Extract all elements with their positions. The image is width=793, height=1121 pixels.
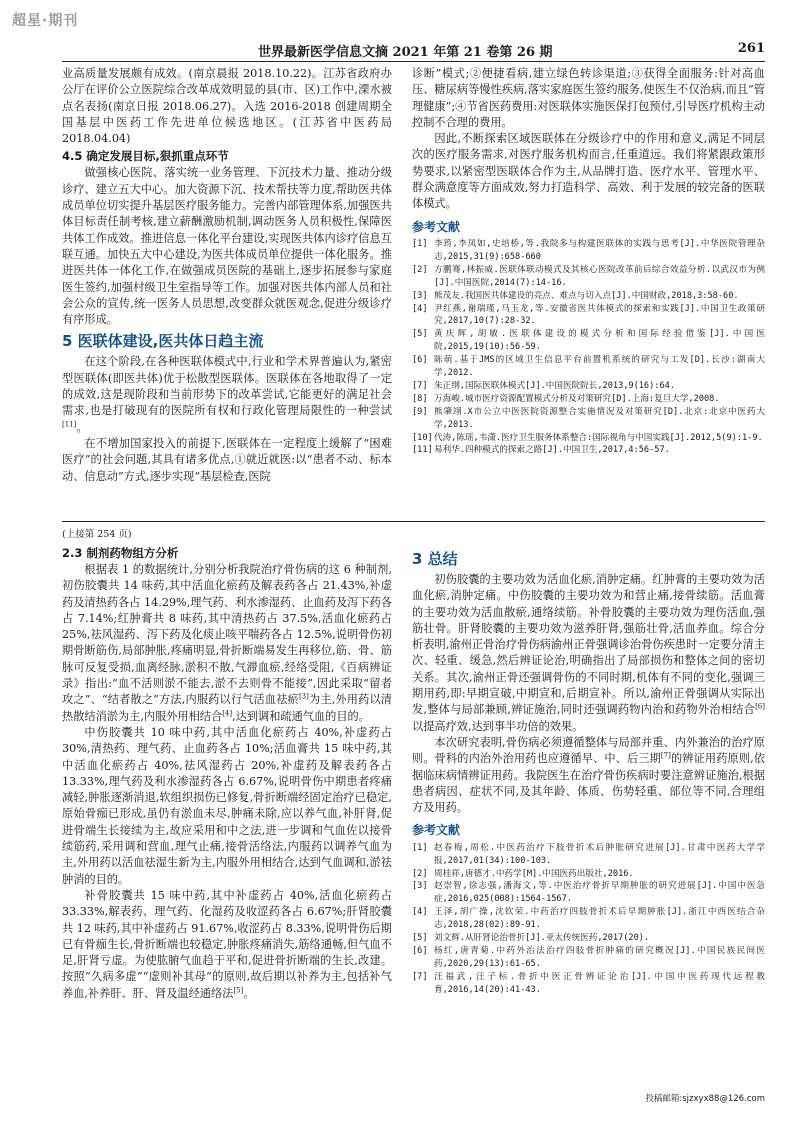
reference-number: [7] (412, 380, 428, 391)
reference-number: [4] (412, 907, 428, 918)
watermark-logo: 超星·期刊 (12, 13, 79, 29)
citation: [7] (660, 751, 671, 760)
paragraph: 中伤胶囊共 10 味中药,其中活血化瘀药占 40%,补虚药占 30%,清热药、理气药、止血药各占 10%;活血膏共 15 味中药,其中活血化瘀药占 40%,祛风湿药占 20%,补虚药及解表药各占 13.33%,理气药及利水渗湿药各占 6.67%,说明骨伤中期患者疼痛减轻,肿胀逐渐消退,软组织损伤已修复,骨折断端经固定治疗已稳定,原始骨痂已形成,虽仍有淤血未尽,肿痛未除,应以养气血,补肝肾,促进骨端生长接续为主,故应采用和中之法,进一步调和气血佐以接骨续筋药,采用调和营血,理气止痛,接骨活络法,内服药以调养气血为主,外用药以活血祛湿生新为主,内服外用相结合,达到气血调和,淤祛肿消的目的。 (62, 725, 392, 886)
bottom-right-column (412, 546, 765, 997)
reference-number: [5] (412, 329, 428, 340)
reference-text: 王泽,胡广操,沈钦荣.中药治疗四肢骨折术后早期肿胀[J].浙江中西医结合杂志,2018,28(02):89-91. (434, 907, 765, 931)
reference-number: [3] (412, 290, 428, 301)
text: 。 (76, 420, 88, 434)
reference-item (412, 971, 765, 997)
reference-number: [2] (412, 264, 428, 275)
section-divider (62, 521, 765, 522)
reference-item (412, 932, 765, 945)
reference-number: [6] (412, 355, 428, 366)
reference-item (412, 328, 765, 354)
continued-note: (上接第 254 页) (62, 529, 132, 540)
text: 初伤胶囊的主要功效为活血化瘀,消肿定痛。红肿膏的主要功效为活血化瘀,消肿定痛。中伤胶囊的主要功效为和营止痛,接骨续筋。活血膏的主要功效为活血散瘀,通络续筋。补骨胶囊的主要功效为理伤活血,强筋壮骨。肝肾胶囊的主要功效为滋养肝肾,强筋壮骨,活血养血。综合分析表明,渝州正骨治疗骨伤病渝州正骨强调诊治骨伤疾患时一定要分清主次、轻重、缓急,然后辨证论治,明确指出了局部损伤和整体之间的密切关系。其次,渝州正骨还强调骨伤的不同时期,机体有不同的变化,强调三期用药,即:早期宣破,中期宣和,后期宣补。所以,渝州正骨强调从实际出发,整体与局部兼顾,辨证施治,同时还强调药物内治和药物外治相结合 (412, 573, 765, 717)
references-heading: 参考文献 (412, 823, 461, 838)
reference-number: [9] (412, 406, 428, 417)
text: 。 (243, 986, 255, 1000)
paragraph (62, 354, 392, 435)
reference-number: [7] (412, 971, 428, 982)
paragraph: 诊断”模式;②便捷看病,建立绿色转诊渠道;③获得全面服务:针对高血压、糖尿病等慢性疾病,落实家庭医生签约服务,使医生不仅治病,而且“管理健康”;④节省医药费用:对医联体实施医保打包预付,引导医疗机构主动控制不合理的费用。 (412, 67, 765, 129)
reference-number: [8] (412, 393, 428, 404)
reference-text: 方鹏骞,林振威.医联体联动模式及其核心医院改革前后综合效益分析.以武汉市为例[J].中国医院,2014(7):14-16. (434, 264, 765, 288)
section-heading-2-3: 2.3 制剂药物组方分析 (62, 546, 179, 560)
reference-text: 熊茂友.我国医共体建设的亮点、难点与切入点[J].中国财政,2018,3:58-60. (434, 290, 739, 301)
reference-text: 易利华.四种模式的探索之路[J].中国卫生,2017,4:56-57. (434, 445, 670, 456)
reference-text: 周桂祥,唐德才.中药学[M].中国医药出版社,2016. (434, 868, 634, 879)
reference-text: 刘文辉.从肝肾论治骨折[J].亚太传统医药,2017(20). (434, 933, 650, 944)
reference-item (412, 290, 765, 303)
bottom-left-column (62, 544, 392, 1002)
top-left-column (62, 66, 392, 485)
reference-item (412, 354, 765, 380)
reference-number: [1] (412, 238, 428, 249)
reference-text: 杨红,唐青菊.中药外治法治疗四肢骨折肿痛的研究概况[J].中国民族民间医药,2020,29(13):61-65. (434, 946, 765, 969)
paragraph: 做强核心医院、落实统一业务管理、下沉技术力量、推动分级诊疗、建立五大中心。加大资源下沉、技术帮扶等力度,帮助医共体成员单位切实提升基层医疗服务能力。完善内部管理体系,加强医共体目标责任制考核,建立薪酬激励机制,调动医务人员积极性,保障医共体工作成效。推进信息一体化平台建设,实现医共体内诊疗信息互联互通。加快五大中心建设,为医共体成员单位提供一体化服务。推进医共体一体化工作,在做强成员医院的基础上,逐步拓展参与家庭医生签约,加强村级卫生室指导等工作。加强对医共体内部人员和社会公众的宣传,统一医务人员思想,改变群众就医观念,促进分级诊疗有序形成。 (62, 166, 392, 327)
reference-text: 尹红燕,谢瑞瑾,马玉龙,等.安徽省医共体模式的探索和实践[J].中国卫生政策研究,2017,10(7):28-32. (434, 303, 765, 327)
section-heading-5: 5 医联体建设,医共体日趋主流 (62, 332, 264, 351)
reference-number: [4] (412, 303, 428, 314)
reference-item (412, 868, 765, 881)
reference-item (412, 380, 765, 393)
citation: [6] (755, 702, 765, 711)
text: 在这个阶段,在各种医联体模式中,行业和学术界普遍认为,紧密型医联体(即医共体)优于松散型医联体。医联体在各地取得了一定的成效,这是现阶段和当前形势下的改革尝试,它能更好的满足社会需求,也是打破现有的医院所有权和行政化管理局限性的一种尝试 (62, 355, 392, 418)
citation: [4] (222, 708, 233, 717)
page-number: 261 (737, 41, 765, 56)
text: 为主,外用药以清热散结消淤为主,内服外用相结合 (62, 693, 392, 723)
references-heading: 参考文献 (412, 219, 461, 234)
reference-number: [10] (412, 432, 433, 443)
paragraph (412, 735, 765, 816)
reference-item (412, 264, 765, 290)
reference-text: 朱正纲,国际医联体模式[J].中国医院院长,2013,9(16):64. (434, 380, 675, 391)
reference-number: [6] (412, 946, 428, 956)
reference-text: 汪福武,汪子标.骨折中医正骨辨证论治[J].中国中医药现代远程教育,2016,14(20):41-43. (434, 971, 765, 995)
reference-number: [11] (412, 445, 433, 456)
references-list (412, 842, 765, 997)
top-right-column (412, 66, 765, 457)
reference-text: 万海峻.城市医疗资源配置模式分析及对策研究[D].上海:复旦大学,2008. (434, 393, 720, 404)
text: 本次研究表明,骨伤病必须遵循整体与局部并重、内外兼治的治疗原则。骨科的内治外治用药也应遵循早、中、后三期 (412, 735, 765, 766)
reference-item (412, 842, 765, 868)
reference-item (412, 303, 765, 329)
reference-item (412, 393, 765, 406)
reference-item (412, 238, 765, 264)
reference-text: 黄庆辉,胡敏.医联体建设的模式分析和国际经验借鉴[J].中国医院,2015,19(10):56-59. (434, 329, 765, 353)
text: ,达到调和疏通气血的目的。 (232, 709, 370, 723)
citation: [11] (62, 419, 77, 428)
reference-number: [2] (412, 868, 428, 879)
paragraph (412, 572, 765, 735)
references-list (412, 238, 765, 457)
reference-number: [5] (412, 933, 428, 944)
paragraph: 业高质量发展颇有成效。(南京晨报 2018.10.22)。江苏省政府办公厅在评价公立医院综合改革成效明显的县(市、区)工作中,溧水被点名表扬(南京日报 2018.06.27)。入选 2016-2018 创建周期全国基层中医药工作先进单位候选地区。(江苏省中医药局 2018.04.04) (62, 67, 392, 146)
section-heading-3: 3 总结 (412, 550, 458, 568)
reference-text: 赵崇智,徐志强,潘海文,等.中医治疗骨折早期肿胀的研究进展[J].中国中医急症,2016,025(008):1564-1567. (434, 881, 765, 905)
reference-item (412, 406, 765, 432)
paragraph (62, 888, 392, 1002)
reference-text: 李筠,李凤如,史培桥,等.我院多与构建医联体的实践与思考[J].中华医院管理杂志,2015,31(9):658-660 (434, 238, 765, 262)
reference-text: 熊肇翊.X市公立中医医院资源整合实施情况及对策研究[D].北京:北京中医药大学,2013. (434, 406, 765, 430)
reference-item (412, 432, 765, 445)
header-rule (62, 61, 765, 62)
reference-text: 代涛,陈瑶,韦潇.医疗卫生服务体系整合:国际视角与中国实践[J].2012,5(9):1-9. (434, 432, 763, 443)
paragraph: 在不增加国家投入的前提下,医联体在一定程度上缓解了“困难医疗”的社会问题,其具有诸多优点,①就近就医:以“患者不动、标本动、信息动”方式,逐步实现“基层检查,医院 (62, 436, 392, 483)
reference-number: [3] (412, 881, 428, 892)
section-heading-4-5: 4.5 确定发展目标,狠抓重点环节 (62, 149, 229, 164)
reference-item (412, 945, 765, 971)
reference-text: 陈萌.基于JMS的区域卫生信息平台前置机系统的研究与工发[D].长沙:湖南大学,2012. (434, 355, 765, 379)
text: 补骨胶囊共 15 味中药,其中补虚药占 40%,活血化瘀药占 33.33%,解表药、理气药、化湿药及收涩药各占 6.67%;肝肾胶囊共 12 味药,其中补虚药占 91.67%,收涩药占 8.33%,说明骨伤后期已有骨痂生长,骨折断端也较稳定,肿胀疼痛消失,筋络通畅,但气血不足,肝肾亏虚。为使肱腑气血趋于平和,促进骨折断端的生长,改建。按照“久病多虚”“虚则补其母”的原则,故后期以补养为主,包括补气养血,补养肝、肝、肾及温经通络法 (62, 888, 392, 1000)
reference-number: [1] (412, 842, 428, 853)
reference-item (412, 880, 765, 906)
text: 以提高疗效,达到事半功倍的效果。 (412, 719, 584, 733)
text: 根据表 1 的数据统计,分别分析我院治疗骨伤病的这 6 种制剂,初伤胶囊共 14 味药,其中活血化瘀药及解表药各占 21.43%,补虚药及清热药各占 14.29%,理气药、利水渗湿药、止血药及泻下药各占 7.14%;红肿膏共 8 味药,其中清热药占 37.5%,活血化瘀药占 25%,祛风湿药、泻下药及化痰止咳平喘药各占 12.5%,说明骨伤初期骨断筋伤,局部肿胀,疼痛明显,骨折断端易发生再移位,筋、骨、筋脉可反复受损,血离经脉,淤积不散,气滞血瘀,经络受阻,《百病辨证录》指出:“血不活则淤不能去,淤不去则骨不能接”,因此采取“留者攻之”、“结者散之”方法,内服药以行气活血祛瘀 (62, 563, 392, 707)
reference-text: 赵春梅,周松.中医药治疗下肢骨折术后肿胀研究进展[J].甘肃中医药大学学报,2017,01(34):100-103. (434, 842, 765, 866)
paragraph (62, 562, 392, 725)
footer-email: 投稿邮箱:sjzxyx88@126.com (645, 1094, 765, 1104)
journal-header: 世界最新医学信息文摘 2021 年第 21 卷第 26 期 (258, 45, 553, 60)
reference-item (412, 444, 765, 457)
paragraph: 因此,不断探索区域医联体在分级诊疗中的作用和意义,满足不同层次的医疗服务需求,对医疗服务机构而言,任重道远。我们将紧跟政策形势要求,以紧密型医联体合作为主,从品牌打造、医疗水平、管理水平、群众满意度等方面成效,努力打造科学、高效、利于发展的较完备的医联体模式。 (412, 132, 765, 211)
text: 的辨证用药原则,依据临床病情辨证用药。我院医生在治疗骨伤疾病时要注意辨证施治,根据患者病因、症状不同,及其年龄、体质、伤势轻重、部位等不同,合理组方及用药。 (412, 752, 765, 815)
reference-item (412, 906, 765, 932)
citation: [5] (233, 985, 244, 994)
citation: [3] (298, 692, 309, 701)
